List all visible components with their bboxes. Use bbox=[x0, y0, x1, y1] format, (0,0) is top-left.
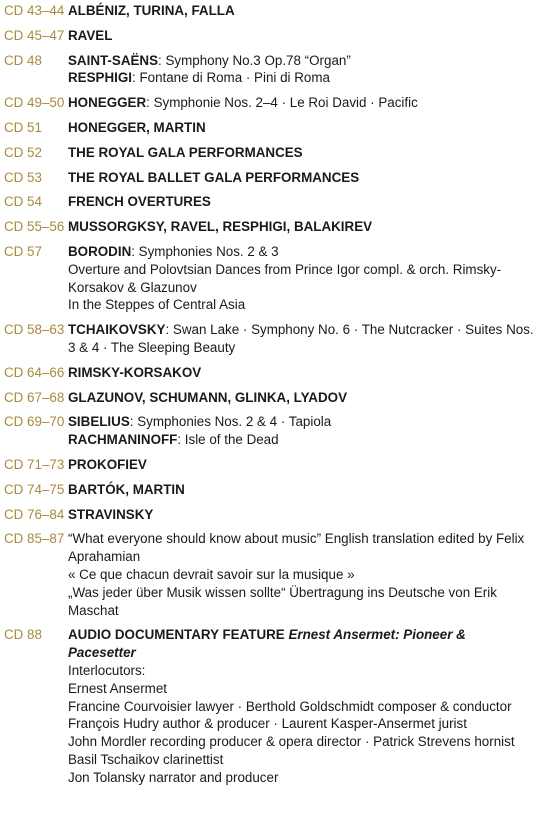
composer-name: RACHMANINOFF bbox=[68, 432, 178, 448]
entry-line bbox=[68, 364, 536, 382]
composer-name: MUSSORGKSY, RAVEL, RESPHIGI, BALAKIREV bbox=[68, 219, 373, 235]
cd-entry bbox=[0, 218, 540, 236]
composer-name: RIMSKY-KORSAKOV bbox=[68, 364, 202, 380]
cd-entry bbox=[0, 52, 540, 88]
entry-line bbox=[68, 481, 536, 499]
entry-content bbox=[68, 321, 540, 357]
feature-heading bbox=[68, 626, 536, 662]
cd-number: CD 71–73 bbox=[4, 456, 65, 472]
cd-number: CD 49–50 bbox=[4, 95, 65, 111]
work-titles: « Ce que chacun devrait savoir sur la musique » bbox=[68, 566, 355, 582]
entry-content bbox=[68, 481, 540, 499]
entry-content bbox=[68, 364, 540, 382]
entry-content bbox=[68, 243, 540, 314]
composer-name: TCHAIKOVSKY bbox=[68, 322, 166, 338]
entry-line bbox=[68, 389, 536, 407]
composer-name: BORODIN bbox=[68, 243, 132, 259]
entry-content bbox=[68, 52, 540, 88]
cd-entry bbox=[0, 243, 540, 314]
composer-name: BARTÓK, MARTIN bbox=[68, 481, 185, 497]
feature-line: Basil Tschaikov clarinettist bbox=[68, 751, 224, 767]
work-titles: Overture and Polovtsian Dances from Prince Igor compl. & orch. Rimsky-Korsakov & Glazunov bbox=[68, 261, 502, 295]
entry-line bbox=[68, 69, 536, 87]
work-titles: “What everyone should know about music” English translation edited by Felix Aprahamian bbox=[68, 531, 525, 565]
entry-content bbox=[68, 218, 540, 236]
feature-line: Francine Courvoisier lawyer · Berthold Goldschmidt composer & conductor bbox=[68, 698, 512, 714]
feature-title: Ernest Ansermet: Pioneer & Pacesetter bbox=[68, 627, 466, 661]
entry-content bbox=[68, 413, 540, 449]
composer-name: RAVEL bbox=[68, 27, 113, 43]
entry-content bbox=[68, 626, 540, 786]
feature-line: Jon Tolansky narrator and producer bbox=[68, 769, 279, 785]
entry-content bbox=[68, 119, 540, 137]
cd-entry bbox=[0, 413, 540, 449]
feature-line: John Mordler recording producer & opera director · Patrick Strevens hornist bbox=[68, 734, 515, 750]
entry-line bbox=[68, 530, 536, 566]
entry-content bbox=[68, 169, 540, 187]
cd-number: CD 51 bbox=[4, 119, 42, 135]
cd-number: CD 53 bbox=[4, 169, 42, 185]
work-titles: In the Steppes of Central Asia bbox=[68, 297, 246, 313]
entry-line bbox=[68, 261, 536, 297]
cd-number: CD 57 bbox=[4, 243, 42, 259]
work-titles: : Swan Lake · Symphony No. 6 · The Nutcracker · Suites Nos. 3 & 4 · The Sleeping Beauty bbox=[68, 322, 534, 355]
entry-line bbox=[68, 296, 536, 314]
composer-name: HONEGGER bbox=[68, 95, 147, 111]
cd-number: CD 48 bbox=[4, 52, 42, 68]
work-titles: „Was jeder über Musik wissen sollte“ Übertragung ins Deutsche von Erik Maschat bbox=[68, 584, 497, 618]
composer-name: FRENCH OVERTURES bbox=[68, 194, 211, 210]
entry-content bbox=[68, 389, 540, 407]
cd-number: CD 54 bbox=[4, 194, 42, 210]
entry-line bbox=[68, 2, 536, 20]
cd-entry bbox=[0, 94, 540, 112]
entry-line bbox=[68, 506, 536, 524]
composer-name: HONEGGER, MARTIN bbox=[68, 119, 206, 135]
entry-line bbox=[68, 94, 536, 112]
cd-number: CD 76–84 bbox=[4, 506, 65, 522]
cd-number: CD 88 bbox=[4, 627, 42, 643]
cd-entry bbox=[0, 506, 540, 524]
cd-entry bbox=[0, 389, 540, 407]
cd-number: CD 45–47 bbox=[4, 27, 65, 43]
entry-content bbox=[68, 456, 540, 474]
entry-content bbox=[68, 506, 540, 524]
entry-line bbox=[68, 27, 536, 45]
entry-content bbox=[68, 530, 540, 619]
composer-name: PROKOFIEV bbox=[68, 456, 147, 472]
cd-entry bbox=[0, 2, 540, 20]
entry-line bbox=[68, 566, 536, 584]
entry-content bbox=[68, 193, 540, 211]
composer-name: RESPHIGI bbox=[68, 70, 132, 86]
entry-line bbox=[68, 413, 536, 431]
feature-label: AUDIO DOCUMENTARY FEATURE bbox=[68, 627, 289, 643]
cd-number: CD 52 bbox=[4, 144, 42, 160]
entry-content bbox=[68, 27, 540, 45]
cd-entry bbox=[0, 144, 540, 162]
entry-line bbox=[68, 218, 536, 236]
entry-content bbox=[68, 2, 540, 20]
cd-number: CD 64–66 bbox=[4, 364, 65, 380]
cd-entry bbox=[0, 481, 540, 499]
work-titles: : Symphonies Nos. 2 & 4 · Tapiola bbox=[129, 414, 332, 430]
work-titles: : Symphonie Nos. 2–4 · Le Roi David · Pacific bbox=[146, 95, 418, 111]
entry-content bbox=[68, 144, 540, 162]
cd-entry bbox=[0, 119, 540, 137]
composer-name: GLAZUNOV, SCHUMANN, GLINKA, LYADOV bbox=[68, 389, 347, 405]
work-titles: : Symphony No.3 Op.78 “Organ” bbox=[158, 52, 351, 68]
composer-name: SIBELIUS bbox=[68, 414, 130, 430]
composer-name: ALBÉNIZ, TURINA, FALLA bbox=[68, 3, 235, 18]
cd-number: CD 67–68 bbox=[4, 389, 65, 405]
feature-line: François Hudry author & producer · Laurent Kasper-Ansermet jurist bbox=[68, 716, 467, 732]
cd-entry bbox=[0, 169, 540, 187]
cd-number: CD 69–70 bbox=[4, 414, 65, 430]
feature-line: Ernest Ansermet bbox=[68, 680, 167, 696]
cd-entry bbox=[0, 456, 540, 474]
feature-line: Interlocutors: bbox=[68, 662, 146, 678]
cd-number: CD 58–63 bbox=[4, 322, 65, 338]
entry-line bbox=[68, 243, 536, 261]
entry-content bbox=[68, 94, 540, 112]
work-titles: : Symphonies Nos. 2 & 3 bbox=[131, 243, 279, 259]
work-titles: : Isle of the Dead bbox=[177, 432, 279, 448]
cd-entry bbox=[0, 321, 540, 357]
cd-number: CD 55–56 bbox=[4, 219, 65, 235]
entry-line bbox=[68, 431, 536, 449]
entry-line bbox=[68, 119, 536, 137]
entry-line bbox=[68, 52, 536, 70]
entry-line bbox=[68, 193, 536, 211]
composer-name: THE ROYAL GALA PERFORMANCES bbox=[68, 144, 303, 160]
composer-name: THE ROYAL BALLET GALA PERFORMANCES bbox=[68, 169, 360, 185]
entry-line bbox=[68, 169, 536, 187]
entry-line bbox=[68, 584, 536, 620]
cd-number: CD 74–75 bbox=[4, 481, 65, 497]
cd-entry bbox=[0, 530, 540, 619]
cd-entry bbox=[0, 364, 540, 382]
cd-entry-88 bbox=[0, 626, 540, 786]
composer-name: STRAVINSKY bbox=[68, 506, 154, 522]
entry-line bbox=[68, 321, 536, 357]
composer-name: SAINT-SAËNS bbox=[68, 52, 159, 68]
cd-number: CD 43–44 bbox=[4, 3, 65, 18]
entry-line bbox=[68, 456, 536, 474]
cd-entry bbox=[0, 193, 540, 211]
work-titles: : Fontane di Roma · Pini di Roma bbox=[132, 70, 330, 86]
cd-number: CD 85–87 bbox=[4, 531, 65, 547]
entry-line bbox=[68, 144, 536, 162]
cd-entry bbox=[0, 27, 540, 45]
